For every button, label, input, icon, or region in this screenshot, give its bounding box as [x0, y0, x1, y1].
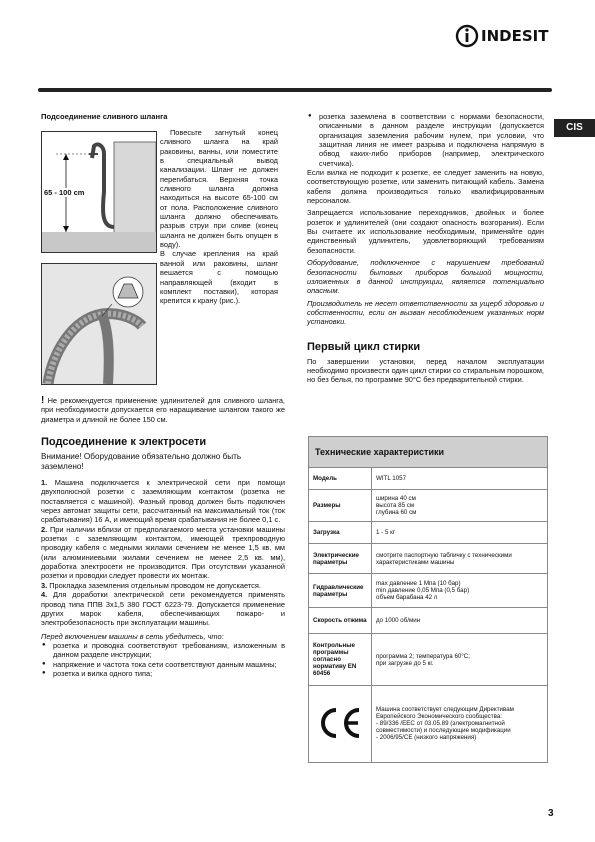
height-label: 65 - 100 cm	[44, 188, 85, 197]
list-item: 4. Для доработки электрической сети рекомендуется применять провод типа ППВ 3х1,5 380 ГОСТ 6223-79. Допускается применение других марок кабеля, обеспечивающих пожаро- и электробезопасность при эксплуатации машины.	[41, 590, 285, 628]
electrical-attention: Внимание! Оборудование обязательно должно быть заземлено!	[41, 452, 242, 472]
brand-logo-icon	[455, 24, 479, 48]
hose-guide-figure	[41, 263, 157, 385]
list-item: ● розетка и вилка одного типа;	[41, 669, 285, 678]
page-number: 3	[548, 808, 554, 819]
plug-replacement-text: Если вилка не подходит к розетке, ее следует заменить на новую, соответствующую розетке, или заменить питающий кабель. Замена кабеля должна производиться только квалифицированным персоналом.	[307, 168, 544, 206]
right-column	[307, 112, 544, 385]
list-item: ● напряжение и частота тока сети соответствуют данным машины;	[41, 660, 285, 669]
table-row: Гидравлические параметры max давление 1 Мпа (10 бар) min давление 0,05 Мпа (0,5 бар) объем барабана 42 л	[309, 574, 547, 608]
spec-table	[308, 436, 548, 763]
table-row: Скорость отжима до 1000 об/мин	[309, 608, 547, 634]
table-row: Машина соответствует следующим Директивам Европейского Экономического сообщества: - 89/336 /EEC от 03.05.89 (электромагнитной совместимости) и последующие модификации - 2006/95/CE (низкого напряжения)	[309, 686, 547, 762]
list-item: 3. Прокладка заземления отдельным проводом не допускается.	[41, 580, 261, 590]
language-tab: CIS	[554, 119, 595, 137]
drain-warning: ! Не рекомендуется применение удлинителей для сливного шланга, при необходимости допускается его наращивание шлангом такого же диаметра и длиной не более 150 см.	[41, 395, 285, 424]
brand-logo	[455, 24, 580, 48]
table-row: Электрические параметры смотрите паспортную табличку с техническими характеристиками машины	[309, 544, 547, 574]
adapters-warning: Запрещается использование переходников, двойных и более розеток и удлинителей (они создают опасность возгорания). Если Вы считаете их использование необходимым, применяйте один единственный удлинитель, удовлетворяющий требованиям безопасности.	[307, 208, 544, 255]
before-connect-note: Перед включением машины в сеть убедитесь, что:	[41, 631, 224, 641]
table-row: Загрузка 1 - 5 кг	[309, 522, 547, 544]
table-row: Контрольные программы согласно нормативу EN 60456 программа 2; температура 60°С; при загрузке до 5 кг.	[309, 634, 547, 686]
list-item: ● розетка и проводка соответствуют требованиям, изложенным в данном разделе инструкции;	[41, 641, 285, 660]
ce-mark-icon	[317, 706, 363, 740]
drain-hose-figure	[41, 131, 157, 253]
spec-heading: Технические характеристики	[309, 437, 547, 467]
first-cycle-heading: Первый цикл стирки	[307, 340, 421, 353]
table-row: Модель WITL 1057	[309, 468, 547, 490]
list-item: 2. При наличии вблизи от предполагаемого места установки машины розетки с заземляющим контактом, имеющей трехпроводную проводку кабеля с медными жилами сечением не менее 1,5 кв. мм (или алюминиевыми жилами сечением не менее 2,5 кв. мм), доработка электросети не производится. При отсутствии указанной розетки и проводки следует провести их монтаж.	[41, 524, 285, 581]
safety-note: Оборудование, подключенное с нарушением требований безопасности бытовых приборов большой мощности, изложенных в данной инструкции, является потенциально опасным.	[307, 258, 544, 296]
drain-heading: Подсоединение сливного шланга	[41, 112, 168, 121]
list-item: ● розетка заземлена в соответствии с нормами безопасности, описанными в данном разделе инструкции (допускается организация заземления рабочим нулем, при условии, что защитная линия не имеет разрыва и подключена напрямую в обвод каких-либо приборов (например, электрического счетчика).	[307, 112, 544, 168]
list-item: 1. Машина подключается к электрической сети при помощи двухполюсной розетки с заземляющим контактом (розетка не поставляется с машиной). Фазный провод должен быть подключен через автомат защиты сети, рассчитанный на максимальный ток (ток срабатывания) 16 А, и имеющий время срабатывания не более 0,1 с.	[41, 478, 285, 525]
header-divider	[38, 88, 552, 92]
warning-icon: !	[41, 395, 45, 406]
first-cycle-text: По завершении установки, перед началом эксплуатации необходимо произвести один цикл стирки со стиральным порошком, но без белья, по программе 90°С без предварительной стирки.	[307, 356, 544, 385]
electrical-heading: Подсоединение к электросети	[41, 436, 207, 449]
electrical-items	[41, 478, 285, 628]
brand-name: INDESIT	[481, 27, 549, 45]
liability-note: Производитель не несет ответственности за ущерб здоровью и собственности, если он вызван несоблюдением указанных норм установки.	[307, 298, 544, 327]
table-row: Размеры ширина 40 см высота 85 см глубина 60 см	[309, 490, 547, 522]
drain-instructions: Повесьте загнутый конец сливного шланга на край раковины, ванны, или поместите в специальный вывод канализации. Шланг не должен перегибаться. Верхняя точка сливного шланга должна находиться на высоте 65-100 см от пола. Расположение сливного шланга должно обеспечивать разрыв струи при сливе (конец шланга не должен быть опущен в воду). В случае крепления на край ванной или раковины, шланг вешается с помощью направляющей (входит в комплект поставки), которая крепится к крану (рис.).	[160, 128, 278, 306]
